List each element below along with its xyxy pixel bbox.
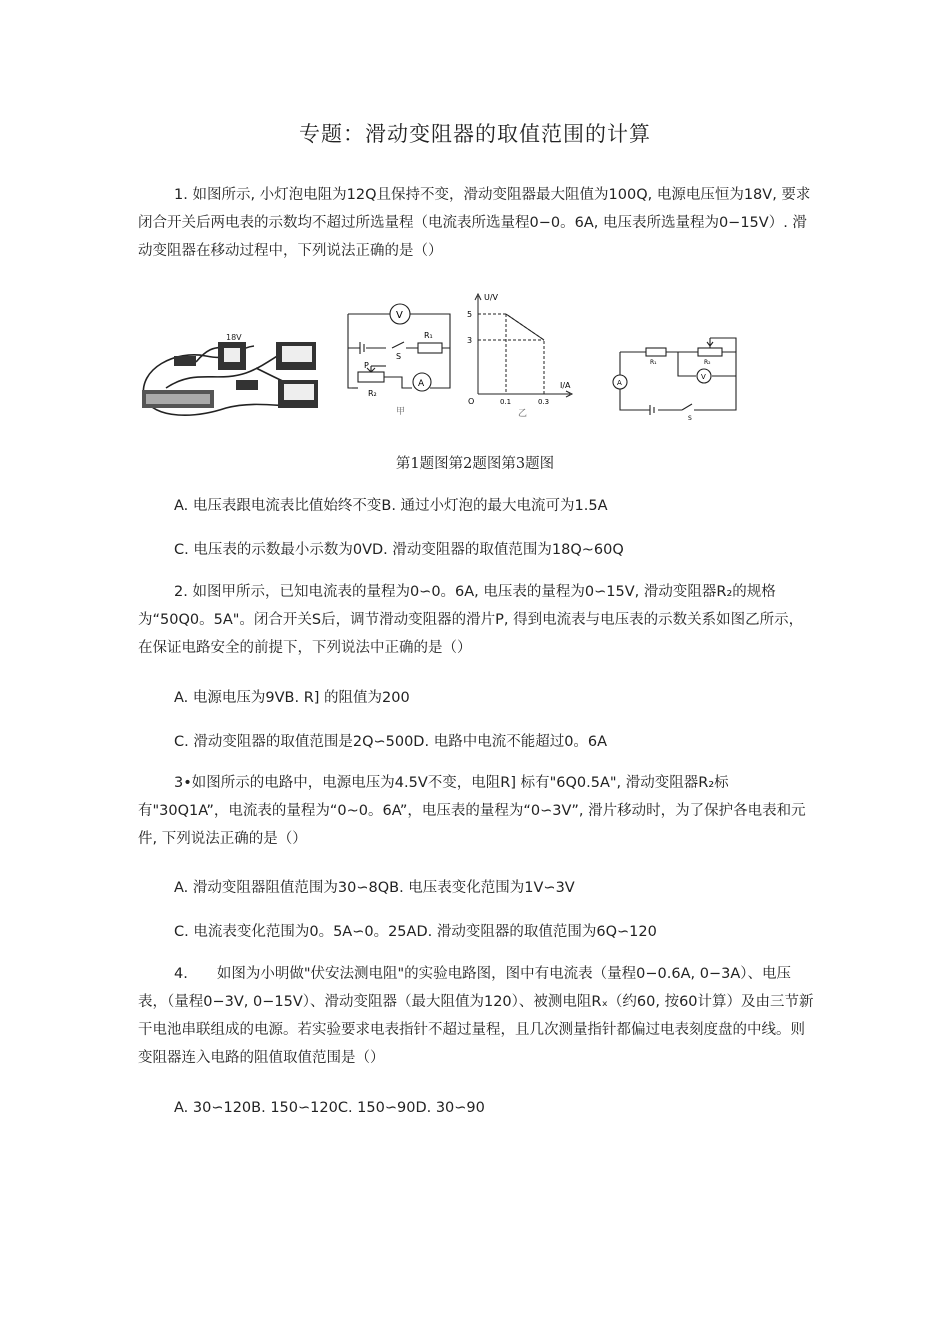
fig2-ammeter-label: A: [418, 379, 425, 389]
question-4-text: 4. 如图为小明做"伏安法测电阻"的实验电路图，图中有电流表（量程0−0.6A, 0−3A）、电压表，（量程0−3V, 0−15V）、滑动变阻器（最大阻值为120）、被测电阻Rₓ（约60, 按60计算）及由三节新干电池串联组成的电源。若实验要求电表指针不超过量程，且几次测量指针都偏过电表刻度盘的中线。则变阻器连入电路的阻值取值范围是（）: [138, 966, 814, 1066]
fig2-voltmeter-label: V: [396, 310, 403, 321]
figure-1-apparatus: [136, 328, 332, 424]
graph-x-tick: 0.3: [538, 398, 550, 406]
fig2-switch-label: S: [396, 352, 402, 361]
question-2-options-ab: A. 电源电压为9VB. R] 的阻值为200: [174, 690, 410, 706]
graph-y-tick: 5: [467, 310, 473, 319]
fig3-voltmeter-label: V: [701, 373, 706, 381]
graph-y-tick: 3: [467, 336, 473, 345]
graph-origin-label: O: [468, 397, 475, 406]
fig2-r2-label: R₂: [368, 389, 377, 398]
fig3-switch-label: S: [688, 415, 692, 422]
fig2-slider-label: P: [364, 361, 369, 370]
figure-1-voltage-label: 18V: [226, 333, 242, 342]
question-3-text: 3•如图所示的电路中，电源电压为4.5V不变，电阻R] 标有"6Q0.5A", 滑动变阻器R₂标有"30Q1A”，电流表的量程为“0~0。6A”，电压表的量程为“0∽3V”, 滑片移动时，为了保护各电表和元件, 下列说法正确的是（）: [138, 775, 806, 847]
figure-2-graph: [462, 290, 578, 420]
fig3-r2-label: R₂: [704, 359, 711, 366]
page-title: 专题：滑动变阻器的取值范围的计算: [299, 122, 651, 146]
question-1-text: 1. 如图所示, 小灯泡电阻为12Q且保持不变，滑动变阻器最大阻值为100Q, 电源电压恒为18V, 要求闭合开关后两电表的示数均不超过所选量程（电流表所选量程0−0。6A, 电压表所选量程为0−15V）. 滑动变阻器在移动过程中，下列说法正确的是（）: [138, 187, 811, 259]
figure-3-circuit: [610, 334, 744, 424]
graph-x-tick: 0.1: [500, 398, 512, 406]
question-3-options-cd: C. 电流表变化范围为0。5A∽0。25AD. 滑动变阻器的取值范围为6Q∽120: [174, 924, 657, 940]
question-2-text: 2. 如图甲所示，已知电流表的量程为0∽0。6A, 电压表的量程为0∽15V, 滑动变阻器R₂的规格为“50Q0。5A"。闭合开关S后，调节滑动变阻器的滑片P, 得到电流表与电压表的示数关系如图乙所示，在保证电路安全的前提下，下列说法中正确的是（）: [138, 584, 804, 656]
figures-caption: 第1题图第2题图第3题图: [395, 456, 555, 472]
fig3-r1-label: R₁: [650, 359, 657, 366]
question-1-options-cd: C. 电压表的示数最小示数为0VD. 滑动变阻器的取值范围为18Q~60Q: [174, 542, 624, 558]
graph-y-axis-label: U/V: [484, 293, 499, 302]
graph-x-axis-label: I/A: [560, 381, 571, 390]
fig2-caption: 甲: [396, 407, 406, 417]
question-4-options: A. 30∽120B. 150∽120C. 150∽90D. 30∽90: [174, 1100, 485, 1116]
question-2-options-cd: C. 滑动变阻器的取值范围是2Q∽500D. 电路中电流不能超过0。6A: [174, 734, 608, 750]
fig3-ammeter-label: A: [617, 379, 622, 387]
fig2-r1-label: R₁: [424, 331, 433, 340]
question-3-options-ab: A. 滑动变阻器阻值范围为30∽8QB. 电压表变化范围为1V∽3V: [174, 880, 575, 896]
figure-2-circuit: [342, 300, 458, 418]
question-1-options-ab: A. 电压表跟电流表比值始终不变B. 通过小灯泡的最大电流可为1.5A: [174, 498, 608, 514]
graph-caption: 乙: [518, 409, 528, 419]
